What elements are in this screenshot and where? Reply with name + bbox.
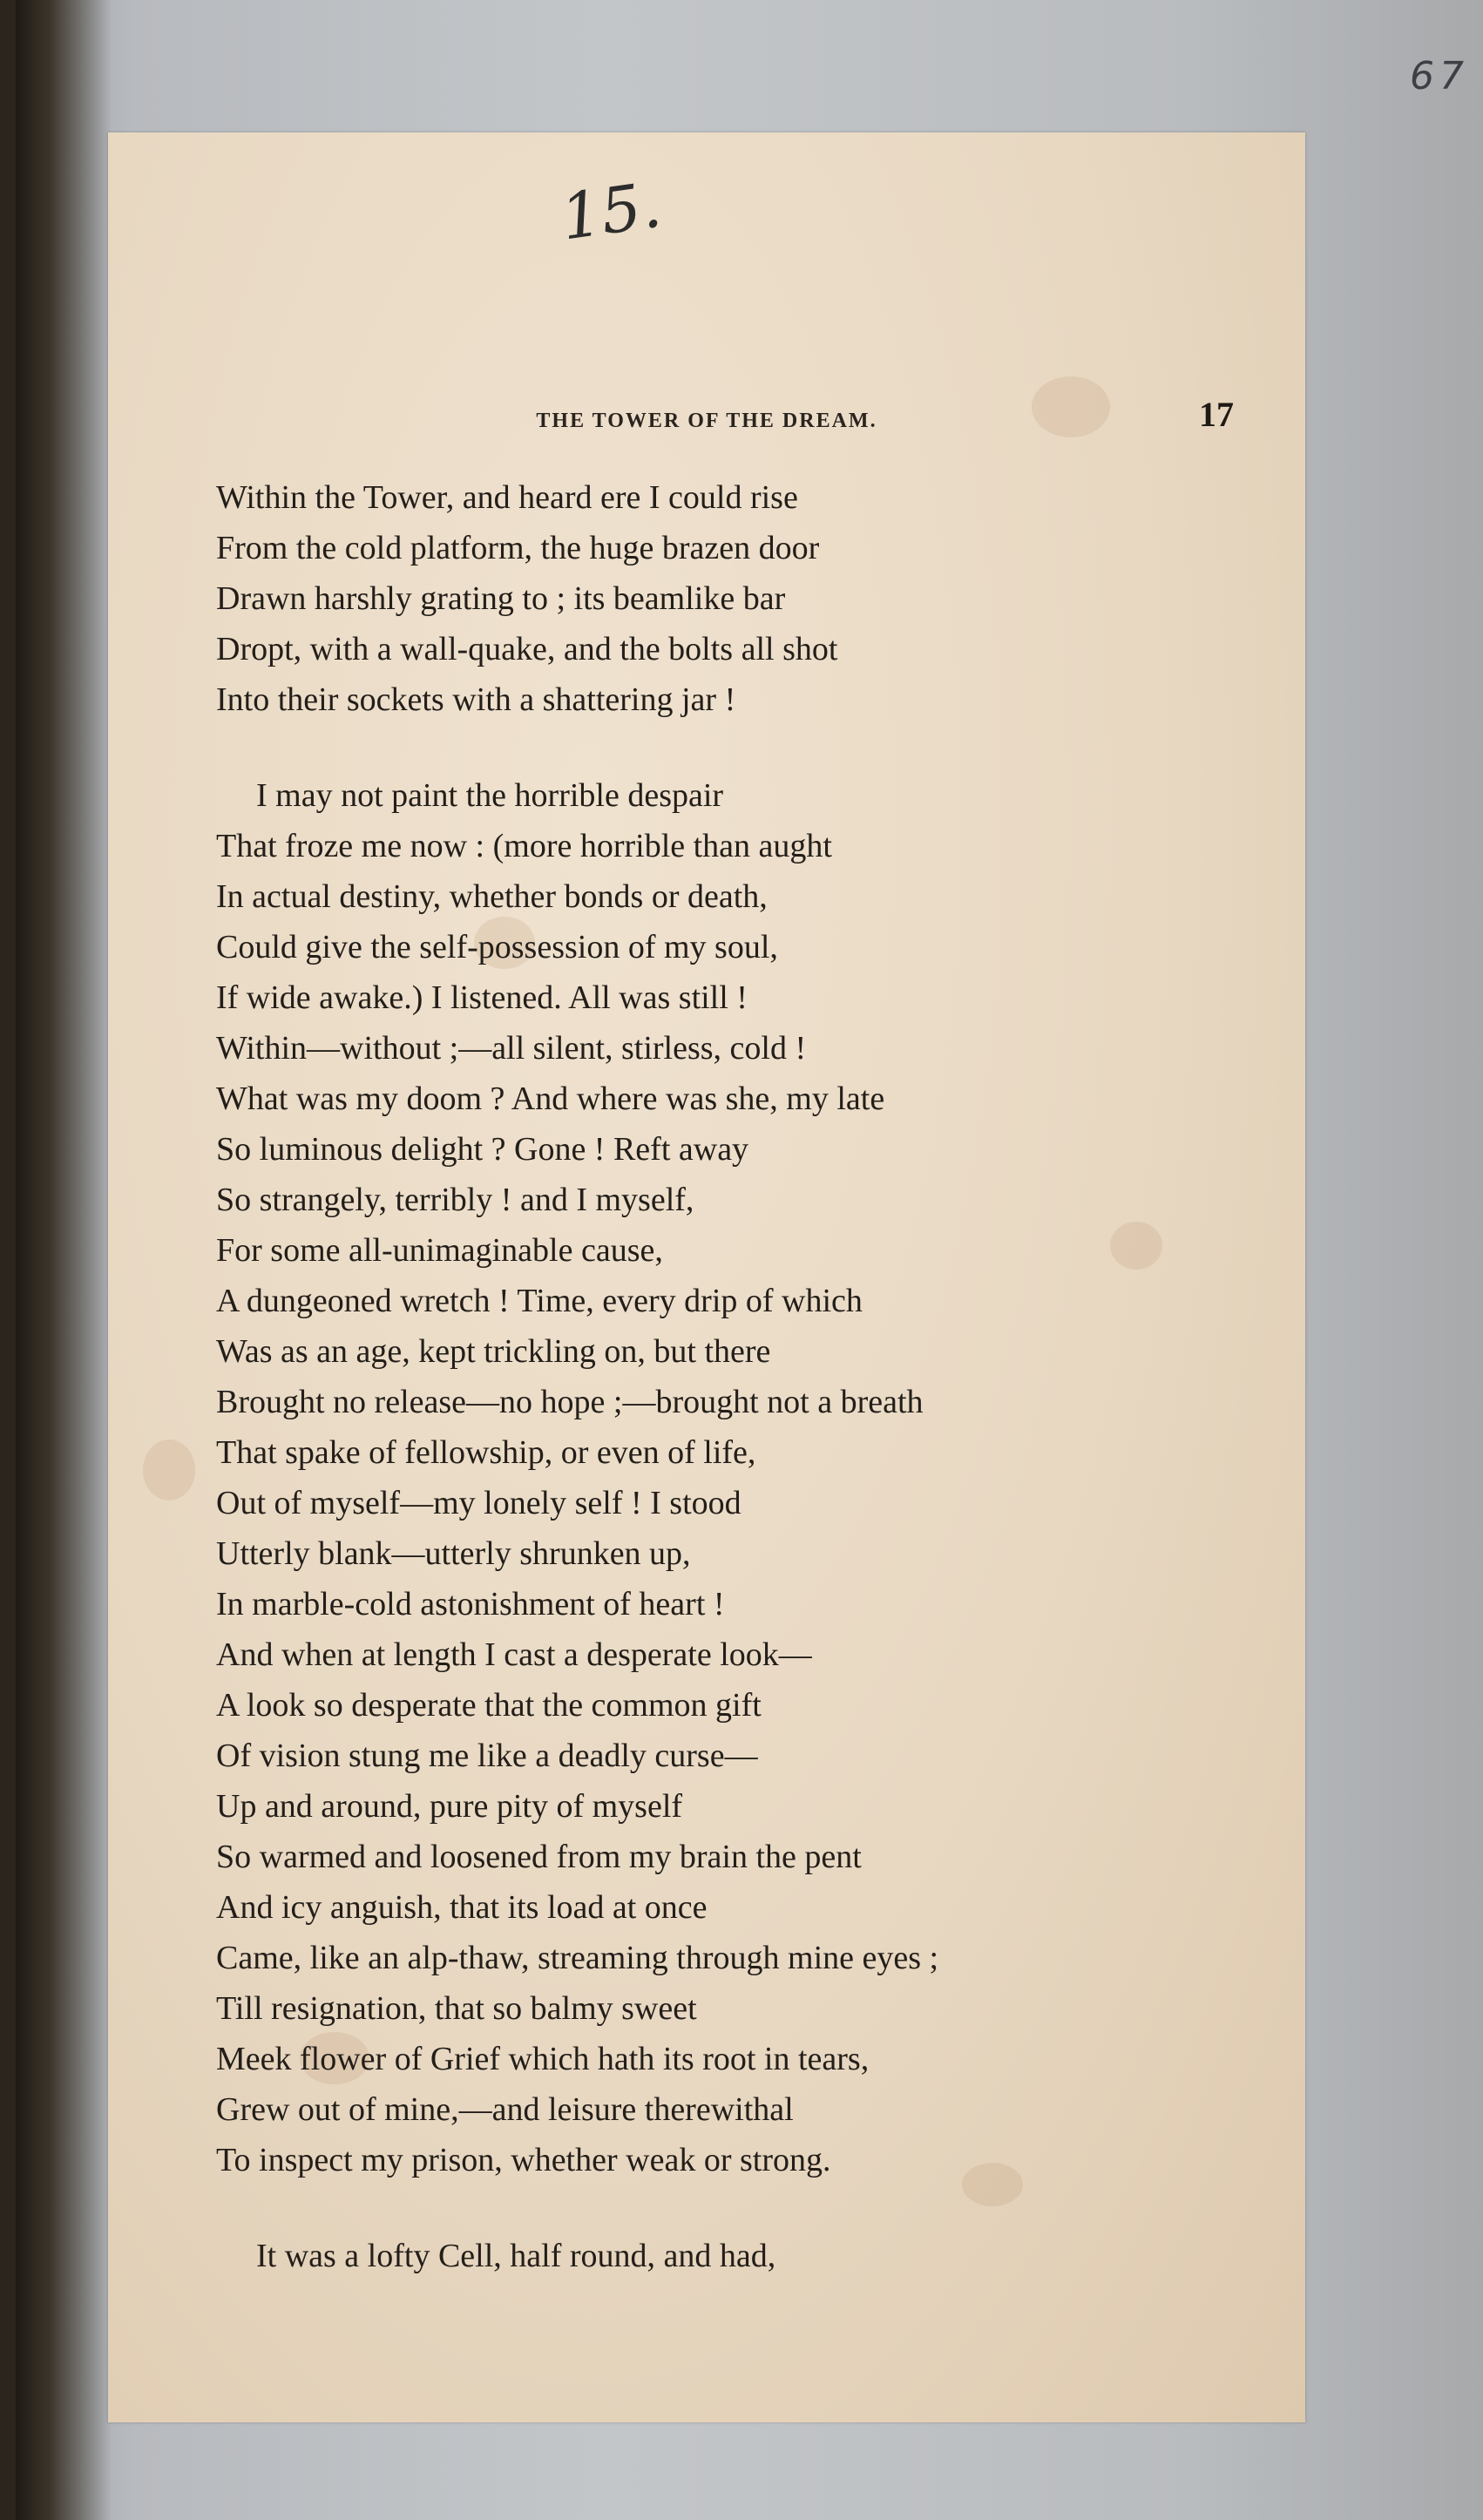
verse-line: It was a lofty Cell, half round, and had, (256, 2238, 776, 2274)
verse-line: Drawn harshly grating to ; its beamlike bar (216, 580, 786, 617)
verse-line: What was my doom ? And where was she, my late (216, 1080, 885, 1117)
verse-line: Till resignation, that so balmy sweet (216, 1990, 697, 2027)
verse-line: Was as an age, kept trickling on, but there (216, 1333, 771, 1370)
verse-line: So luminous delight ? Gone ! Reft away (216, 1131, 749, 1168)
verse-line: To inspect my prison, whether weak or strong. (216, 2142, 831, 2178)
verse-line: Utterly blank—utterly shrunken up, (216, 1535, 691, 1572)
verse-line: Within—without ;—all silent, stirless, cold ! (216, 1030, 807, 1067)
verse-line: Meek flower of Grief which hath its root in tears, (216, 2041, 870, 2077)
verse-line: From the cold platform, the huge brazen door (216, 530, 820, 566)
stanza (216, 2231, 1262, 2281)
verse-line: Into their sockets with a shattering jar ! (216, 681, 736, 718)
verse-line: Could give the self-possession of my soul, (216, 929, 778, 965)
verse-line: Grew out of mine,—and leisure therewithal (216, 2091, 794, 2128)
stain (143, 1440, 195, 1500)
verse-line: A dungeoned wretch ! Time, every drip of which (216, 1283, 863, 1319)
verse-line: Up and around, pure pity of myself (216, 1788, 683, 1825)
verse-line: Of vision stung me like a deadly curse— (216, 1738, 758, 1774)
verse-line: That spake of fellowship, or even of life, (216, 1434, 756, 1471)
page-number: 67 (1410, 54, 1469, 98)
verse-line: In actual destiny, whether bonds or death, (216, 878, 768, 915)
stanza (216, 770, 1262, 2185)
verse-line: Brought no release—no hope ;—brought not a breath (216, 1384, 924, 1420)
running-head: THE TOWER OF THE DREAM. (536, 410, 877, 432)
verse-line: And when at length I cast a desperate look— (216, 1636, 812, 1673)
book-page-clipping (108, 132, 1305, 2422)
verse-line: If wide awake.) I listened. All was still ! (216, 979, 748, 1016)
verse-line: For some all-unimaginable cause, (216, 1232, 663, 1269)
folio-mark: 17 (1199, 395, 1234, 434)
stanza (216, 472, 1262, 725)
handwritten-number: 15. (556, 167, 666, 254)
verse-line: I may not paint the horrible despair (256, 777, 724, 814)
verse-line: Out of myself—my lonely self ! I stood (216, 1485, 742, 1521)
binding-shadow (16, 0, 112, 2520)
poem-text (216, 472, 1262, 2281)
verse-line: Came, like an alp-thaw, streaming through mine eyes ; (216, 1940, 939, 1976)
verse-line: Within the Tower, and heard ere I could rise (216, 479, 798, 516)
verse-line: So warmed and loosened from my brain the pent (216, 1839, 862, 1875)
verse-line: Dropt, with a wall-quake, and the bolts all shot (216, 631, 838, 667)
verse-line: So strangely, terribly ! and I myself, (216, 1182, 694, 1218)
scrapbook-page (16, 0, 1483, 2520)
verse-line: And icy anguish, that its load at once (216, 1889, 708, 1926)
verse-line: In marble-cold astonishment of heart ! (216, 1586, 725, 1622)
verse-line: That froze me now : (more horrible than aught (216, 828, 832, 864)
verse-line: A look so desperate that the common gift (216, 1687, 762, 1724)
